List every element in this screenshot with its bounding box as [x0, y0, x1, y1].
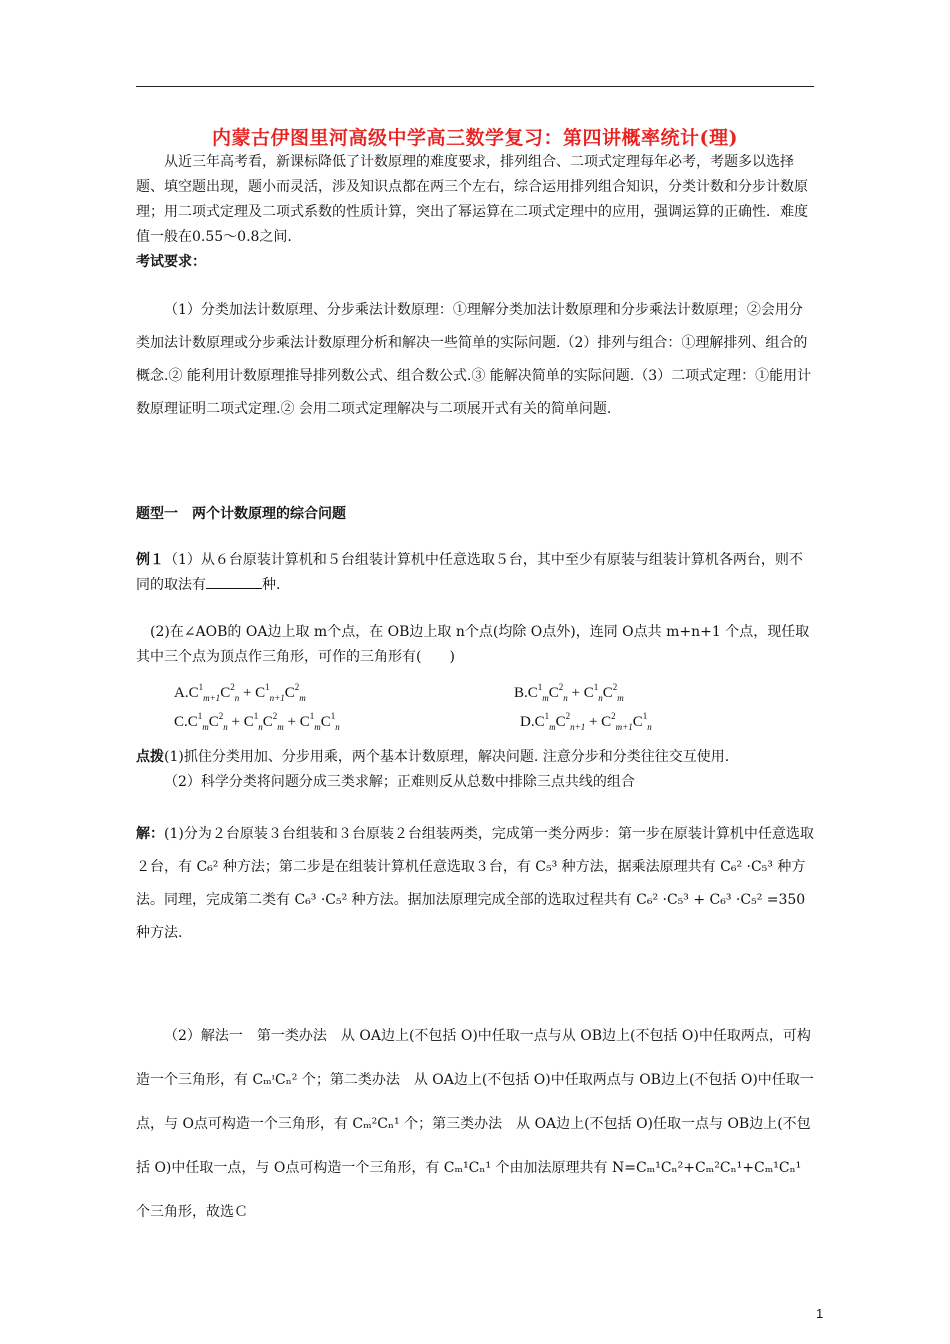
example-part1-tail: 种.: [262, 577, 281, 593]
option-c-label: C.: [174, 714, 188, 730]
example-part2: [136, 620, 816, 670]
option-a-label: A.: [174, 685, 189, 701]
answer-blank: [206, 588, 262, 589]
requirements-heading: 考试要求：: [136, 254, 206, 270]
section-heading: 题型一 两个计数原理的综合问题: [136, 506, 346, 522]
requirements-body: [136, 294, 816, 426]
option-a: $A.C^1_{m+1}C^2_n + C^1_{n+1}C^2_m$: [174, 682, 306, 703]
example-part2-text: (2)在∠AOB的 OA边上取 m个点，在 OB边上取 n个点(均除 O点外)，连同 O点共 m+n+1 个点，现任取其中三个点为顶点作三角形，可作的三角形有( ): [136, 624, 810, 665]
hint-label: 点拨: [136, 749, 164, 765]
header-rule: [136, 86, 814, 87]
solution-label: 解：: [136, 826, 164, 842]
example-part1-text: （1）从６台原装计算机和５台组装计算机中任意选取５台，其中至少有原装与组装计算机各两台，则不同的取法有: [136, 552, 803, 593]
page-number: 1: [816, 1306, 824, 1321]
solution-part2: [136, 1014, 816, 1234]
intro-text: 从近三年高考看，新课标降低了计数原理的难度要求，排列组合、二项式定理每年必考，考题多以选择题、填空题出现，题小而灵活，涉及知识点都在两三个左右，综合运用排列组合知识，分类计数和分步计数原理；用二项式定理及二项式系数的性质计算，突出了幂运算在二项式定理中的应用，强调运算的正确性．难度值一般在0.55～0.8之间.: [136, 154, 808, 245]
option-b-label: B.: [514, 685, 528, 701]
solution-text-2: （2）解法一 第一类办法 从 OA边上(不包括 O)中任取一点与从 OB边上(不包括 O)中任取两点，可构造一个三角形，有 CₘᶦCₙ² 个；第二类办法 从 OA边上(不包括 O)中任取两点与 OB边上(不包括 O)中任取一点，与 O点可构造一个三角形，有 Cₘ²Cₙ¹ 个；第三类办法 从 OA边上(不包括 O)任取一点与 OB边上(不包括 O)中任取一点，与 O点可构造一个三角形，有 Cₘ¹Cₙ¹ 个由加法原理共有 N=Cₘ¹Cₙ²+Cₘ²Cₙ¹+Cₘ¹Cₙ¹ 个三角形，故选Ｃ: [136, 1028, 814, 1220]
solution-text-1: (1)分为２台原装３台组装和３台原装２台组装两类，完成第一类分两步：第一步在原装计算机中任意选取２台，有 C₆² 种方法；第二步是在组装计算机任意选取３台，有 C₅³ 种方法，据乘法原理共有 C₆² ·C₅³ 种方法。同理，完成第二类有 C₆³ ·C₅² 种方法。据加法原理完成全部的选取过程共有 C₆² ·C₅³ + C₆³ ·C₅² =350 种方法.: [136, 826, 814, 941]
requirements-text: （1）分类加法计数原理、分步乘法计数原理：①理解分类加法计数原理和分步乘法计数原理；②会用分类加法计数原理或分步乘法计数原理分析和解决一些简单的实际问题.（2）排列与组合：①理解排列、组合的概念.② 能利用计数原理推导排列数公式、组合数公式.③ 能解决简单的实际问题.（3）二项式定理：①能用计数原理证明二项式定理.② 会用二项式定理解决与二项展开式有关的简单问题.: [136, 302, 812, 417]
option-d: $D.C^1_mC^2_{n+1} + C^2_{m+1}C^1_n$: [520, 711, 652, 732]
solution-part1: [136, 818, 816, 950]
example-label: 例１: [136, 552, 164, 568]
example-1: [136, 548, 816, 598]
page-title: 内蒙古伊图里河高级中学高三数学复习：第四讲概率统计(理): [212, 127, 738, 149]
hint-block: [136, 745, 816, 795]
hint-text-2: （2）科学分类将问题分成三类求解；正难则反从总数中排除三点共线的组合: [164, 774, 635, 790]
option-d-label: D.: [520, 714, 535, 730]
option-b: $B.C^1_mC^2_n + C^1_nC^2_m$: [514, 682, 624, 703]
option-c: $C.C^1_mC^2_n + C^1_nC^2_m + C^1_mC^1_n$: [174, 711, 340, 732]
hint-text-1: (1)抓住分类用加、分步用乘，两个基本计数原理，解决问题. 注意分步和分类往往交互使用.: [164, 749, 730, 765]
intro-paragraph: [136, 150, 816, 275]
